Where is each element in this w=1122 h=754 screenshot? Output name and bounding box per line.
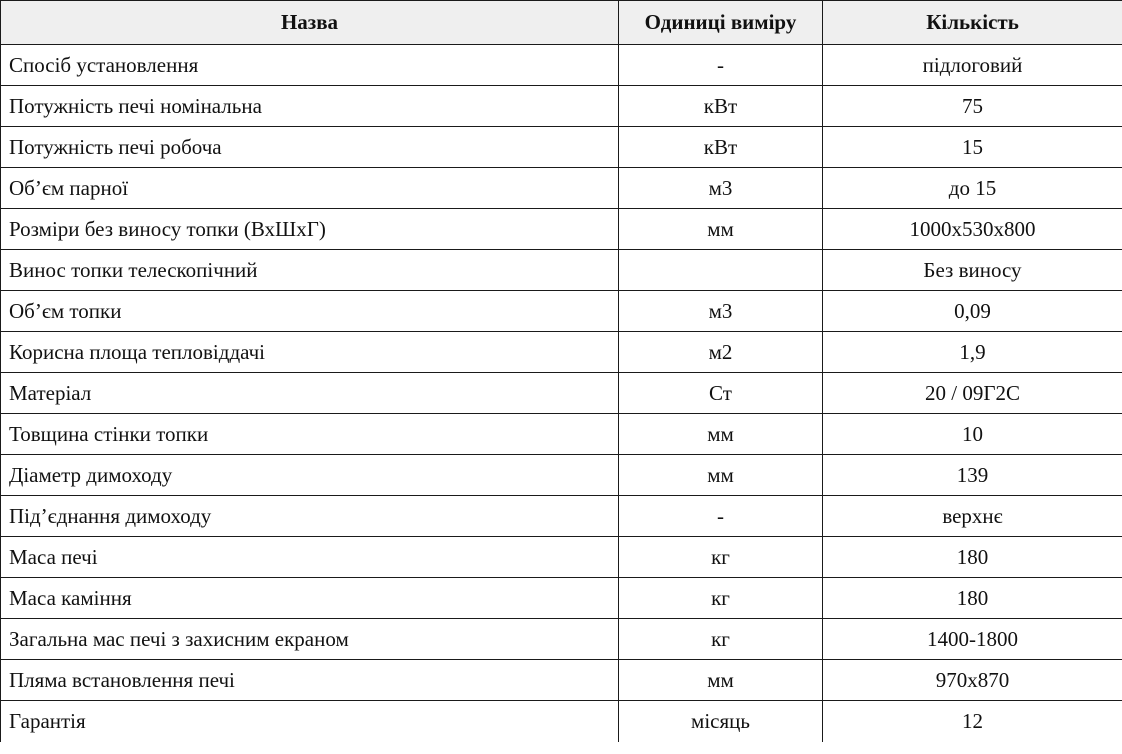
cell-unit: кВт (619, 86, 823, 127)
cell-name: Товщина стінки топки (1, 414, 619, 455)
cell-unit: кг (619, 537, 823, 578)
cell-name: Об’єм парної (1, 168, 619, 209)
cell-quantity: 139 (823, 455, 1122, 496)
cell-unit: м2 (619, 332, 823, 373)
cell-quantity: 0,09 (823, 291, 1122, 332)
table-row (1, 578, 1122, 619)
table-row (1, 291, 1122, 332)
cell-name: Розміри без виносу топки (ВхШхГ) (1, 209, 619, 250)
table-row (1, 45, 1122, 86)
cell-quantity: 180 (823, 578, 1122, 619)
cell-quantity: підлоговий (823, 45, 1122, 86)
table-body (1, 45, 1122, 742)
cell-name: Пляма встановлення печі (1, 660, 619, 701)
table-row (1, 455, 1122, 496)
cell-name: Матеріал (1, 373, 619, 414)
cell-unit: м3 (619, 291, 823, 332)
cell-name: Потужність печі робоча (1, 127, 619, 168)
table-row (1, 86, 1122, 127)
cell-unit: мм (619, 455, 823, 496)
cell-unit: мм (619, 414, 823, 455)
cell-quantity: до 15 (823, 168, 1122, 209)
table-row (1, 250, 1122, 291)
cell-unit: - (619, 45, 823, 86)
table-row (1, 168, 1122, 209)
cell-quantity: 970х870 (823, 660, 1122, 701)
table-row (1, 332, 1122, 373)
table-row (1, 127, 1122, 168)
cell-unit: мм (619, 660, 823, 701)
cell-quantity: 20 / 09Г2С (823, 373, 1122, 414)
cell-name: Спосіб установлення (1, 45, 619, 86)
header-name: Назва (1, 1, 619, 45)
cell-unit: мм (619, 209, 823, 250)
cell-quantity: 1000х530х800 (823, 209, 1122, 250)
table-row (1, 496, 1122, 537)
cell-quantity: 1400-1800 (823, 619, 1122, 660)
cell-name: Загальна мас печі з захисним екраном (1, 619, 619, 660)
cell-unit: місяць (619, 701, 823, 742)
table-row (1, 701, 1122, 742)
cell-quantity: 75 (823, 86, 1122, 127)
cell-quantity: Без виносу (823, 250, 1122, 291)
table-row (1, 209, 1122, 250)
cell-name: Корисна площа тепловіддачі (1, 332, 619, 373)
cell-unit: м3 (619, 168, 823, 209)
cell-quantity: 180 (823, 537, 1122, 578)
cell-quantity: 10 (823, 414, 1122, 455)
cell-name: Об’єм топки (1, 291, 619, 332)
cell-name: Потужність печі номінальна (1, 86, 619, 127)
table-row (1, 660, 1122, 701)
cell-name: Гарантія (1, 701, 619, 742)
cell-unit (619, 250, 823, 291)
table-row (1, 373, 1122, 414)
cell-quantity: 1,9 (823, 332, 1122, 373)
header-unit: Одиниці виміру (619, 1, 823, 45)
table-row (1, 537, 1122, 578)
cell-unit: кВт (619, 127, 823, 168)
table-row (1, 414, 1122, 455)
table-header (1, 1, 1122, 45)
header-quantity: Кількість (823, 1, 1122, 45)
cell-unit: - (619, 496, 823, 537)
cell-name: Маса печі (1, 537, 619, 578)
cell-name: Під’єднання димоходу (1, 496, 619, 537)
cell-name: Маса каміння (1, 578, 619, 619)
cell-quantity: 12 (823, 701, 1122, 742)
cell-name: Діаметр димоходу (1, 455, 619, 496)
cell-quantity: 15 (823, 127, 1122, 168)
cell-quantity: верхнє (823, 496, 1122, 537)
cell-unit: Ст (619, 373, 823, 414)
cell-name: Винос топки телескопічний (1, 250, 619, 291)
table-row (1, 619, 1122, 660)
cell-unit: кг (619, 578, 823, 619)
header-row (1, 1, 1122, 45)
cell-unit: кг (619, 619, 823, 660)
